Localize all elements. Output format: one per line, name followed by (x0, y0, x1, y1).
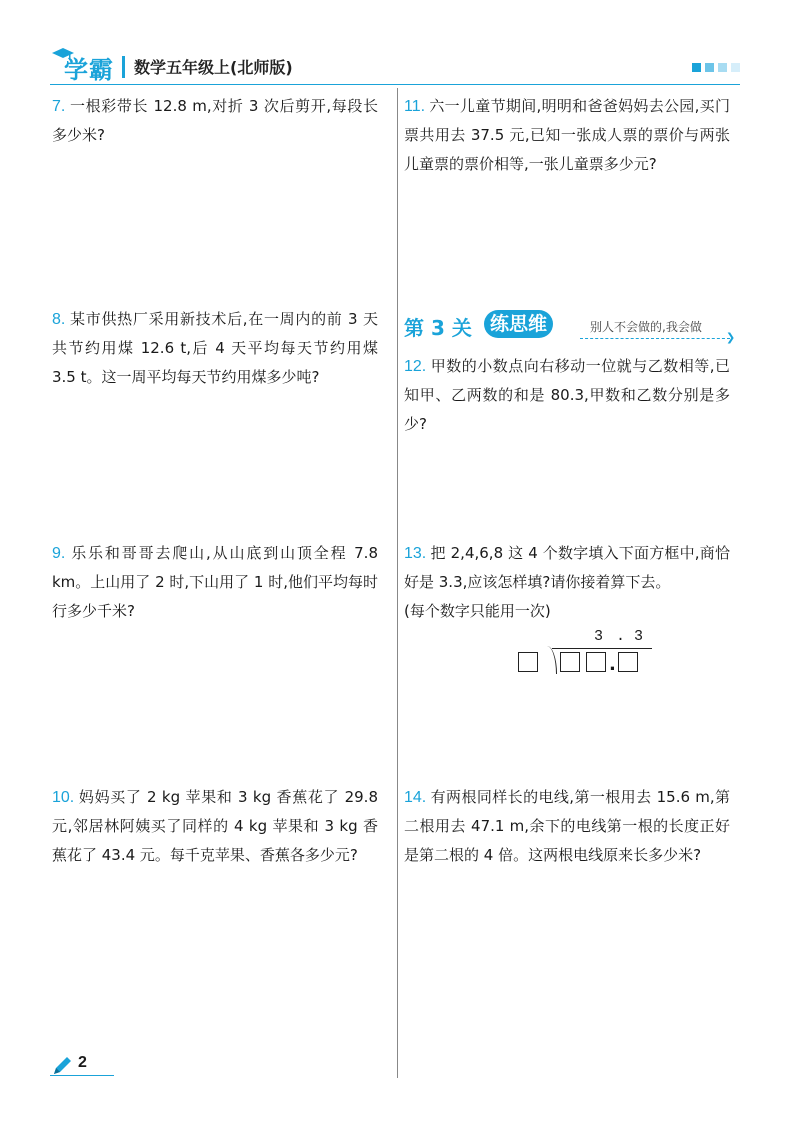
problem-number: 13. (404, 545, 427, 562)
decor-square (718, 63, 727, 72)
problem-text: 六一儿童节期间,明明和爸爸妈妈去公园,买门票共用去 37.5 元,已知一张成人票的票价与两张儿童票的票价相等,一张儿童票多少元? (404, 97, 730, 173)
division-bracket (546, 646, 557, 674)
section-slogan: 别人不会做的,我会做 (590, 320, 702, 334)
quotient-digit: 3 (594, 628, 604, 645)
problem-8 (52, 305, 378, 392)
division-bar (552, 648, 652, 649)
problem-text: 一根彩带长 12.8 m,对折 3 次后剪开,每段长多少米? (52, 97, 378, 144)
problem-11 (404, 92, 730, 179)
problem-number: 7. (52, 98, 66, 115)
header-decoration (692, 63, 740, 72)
footer-rule (50, 1075, 114, 1076)
problem-number: 12. (404, 358, 427, 375)
page-number: 2 (78, 1054, 87, 1071)
problem-10 (52, 783, 378, 870)
logo-text: 学霸 (64, 56, 114, 84)
problem-9 (52, 539, 378, 626)
logo-separator (122, 56, 125, 78)
chevron-right-icon: ❯ (726, 331, 736, 344)
quotient-digit: 3 (634, 628, 644, 645)
problem-number: 9. (52, 545, 66, 562)
problem-7 (52, 92, 378, 150)
problem-number: 14. (404, 789, 427, 806)
section-label: 第 3 关 (404, 316, 472, 340)
problem-12 (404, 352, 730, 439)
dividend-box[interactable] (586, 652, 606, 672)
problem-text: 把 2,4,6,8 这 4 个数字填入下面方框中,商恰好是 3.3,应该怎样填?请你接着算下去。 (404, 544, 730, 591)
problem-text: 妈妈买了 2 kg 苹果和 3 kg 香蕉花了 29.8 元,邻居林阿姨买了同样的 4 kg 苹果和 3 kg 香蕉花了 43.4 元。每千克苹果、香蕉各多少元? (52, 788, 378, 864)
decor-square (705, 63, 714, 72)
column-divider (397, 88, 398, 1078)
logo (50, 48, 122, 82)
decor-square (731, 63, 740, 72)
long-division-diagram (512, 628, 652, 678)
header-rule (50, 84, 740, 85)
problem-number: 10. (52, 789, 75, 806)
problem-text: 乐乐和哥哥去爬山,从山底到山顶全程 7.8 km。上山用了 2 时,下山用了 1 时,他们平均每时行多少千米? (52, 544, 378, 620)
problem-note: (每个数字只能用一次) (404, 602, 551, 620)
section-badge: 练思维 (484, 310, 553, 338)
problem-number: 11. (404, 98, 426, 115)
section-banner (404, 312, 734, 342)
book-title: 数学五年级上(北师版) (134, 58, 293, 77)
dividend-box[interactable] (560, 652, 580, 672)
decimal-point: . (609, 654, 616, 675)
decor-square (692, 63, 701, 72)
page-header (50, 46, 740, 86)
problem-text: 有两根同样长的电线,第一根用去 15.6 m,第二根用去 47.1 m,余下的电线第一根的长度正好是第二根的 4 倍。这两根电线原来长多少米? (404, 788, 730, 864)
dividend-box[interactable] (618, 652, 638, 672)
problem-text: 某市供热厂采用新技术后,在一周内的前 3 天共节约用煤 12.6 t,后 4 天平均每天节约用煤 3.5 t。这一周平均每天节约用煤多少吨? (52, 310, 378, 386)
divisor-box[interactable] (518, 652, 538, 672)
quotient-point: . (616, 628, 626, 645)
dashed-rule (580, 338, 730, 339)
problem-number: 8. (52, 311, 66, 328)
problem-text: 甲数的小数点向右移动一位就与乙数相等,已知甲、乙两数的和是 80.3,甲数和乙数分别是多少? (404, 357, 730, 433)
problem-14 (404, 783, 730, 870)
problem-13 (404, 539, 730, 626)
